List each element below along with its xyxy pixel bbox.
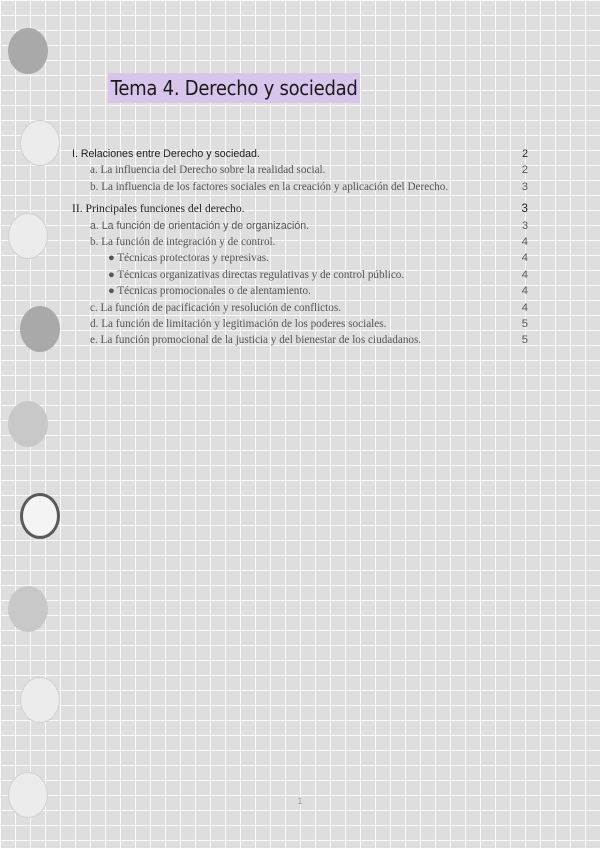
toc-entry-page: 4 <box>521 268 528 281</box>
toc-entry-page: 4 <box>521 301 528 314</box>
toc-entry-text: ● Técnicas protectoras y represivas. <box>108 252 269 265</box>
toc-entry[interactable] <box>72 218 528 234</box>
binder-hole <box>8 586 48 632</box>
binder-holes <box>0 0 70 848</box>
toc-entry-page: 4 <box>521 285 528 298</box>
toc-entry-text: I. Relaciones entre Derecho y sociedad. <box>72 148 260 160</box>
toc-entry[interactable] <box>72 234 528 250</box>
binder-hole <box>20 306 60 352</box>
binder-hole <box>8 28 48 74</box>
toc-entry-page: 2 <box>521 164 528 177</box>
toc-entry-page: 4 <box>521 235 528 248</box>
binder-hole <box>20 677 60 723</box>
toc-entry[interactable] <box>72 250 528 266</box>
binder-hole <box>20 120 60 166</box>
toc-entry-page: 3 <box>521 202 528 216</box>
toc-entry[interactable] <box>72 267 528 283</box>
toc-entry-text: a. La influencia del Derecho sobre la realidad social. <box>90 164 326 177</box>
toc-entry-text: ● Técnicas promocionales o de alentamiento. <box>108 285 311 298</box>
toc-entry[interactable] <box>72 332 528 348</box>
binder-hole <box>8 213 48 259</box>
toc-entry[interactable] <box>72 162 528 178</box>
toc-entry-page: 5 <box>521 317 528 330</box>
toc-entry-text: d. La función de limitación y legitimación de los poderes sociales. <box>90 317 387 330</box>
toc-entry-page: 3 <box>522 219 528 232</box>
toc-entry[interactable] <box>72 179 528 195</box>
toc-entry-text: b. La influencia de los factores sociales en la creación y aplicación del Derecho. <box>90 180 449 193</box>
toc-entry-page: 4 <box>521 252 528 265</box>
toc-entry-text: ● Técnicas organizativas directas regulativas y de control público. <box>108 268 405 281</box>
toc-entry-text: a. La función de orientación y de organización. <box>90 219 310 232</box>
toc-entry-text: c. La función de pacificación y resolución de conflictos. <box>90 301 341 314</box>
toc-entry-page: 3 <box>521 180 528 193</box>
toc-entry-page: 5 <box>521 334 528 347</box>
binder-hole <box>8 401 48 447</box>
table-of-contents <box>72 146 528 349</box>
toc-entry-text: b. La función de integración y de control. <box>90 235 276 248</box>
page-number: 1 <box>297 796 303 806</box>
toc-entry[interactable] <box>72 201 528 217</box>
page-title: Tema 4. Derecho y sociedad <box>108 73 360 103</box>
toc-entry-text: e. La función promocional de la justicia y del bienestar de los ciudadanos. <box>90 334 422 347</box>
toc-entry[interactable] <box>72 146 528 162</box>
binder-hole <box>8 772 48 818</box>
binder-hole <box>20 493 60 539</box>
toc-entry[interactable] <box>72 283 528 299</box>
toc-entry[interactable] <box>72 300 528 316</box>
toc-entry[interactable] <box>72 316 528 332</box>
toc-entry-page: 2 <box>522 148 528 160</box>
toc-entry-text: II. Principales funciones del derecho. <box>72 202 245 216</box>
